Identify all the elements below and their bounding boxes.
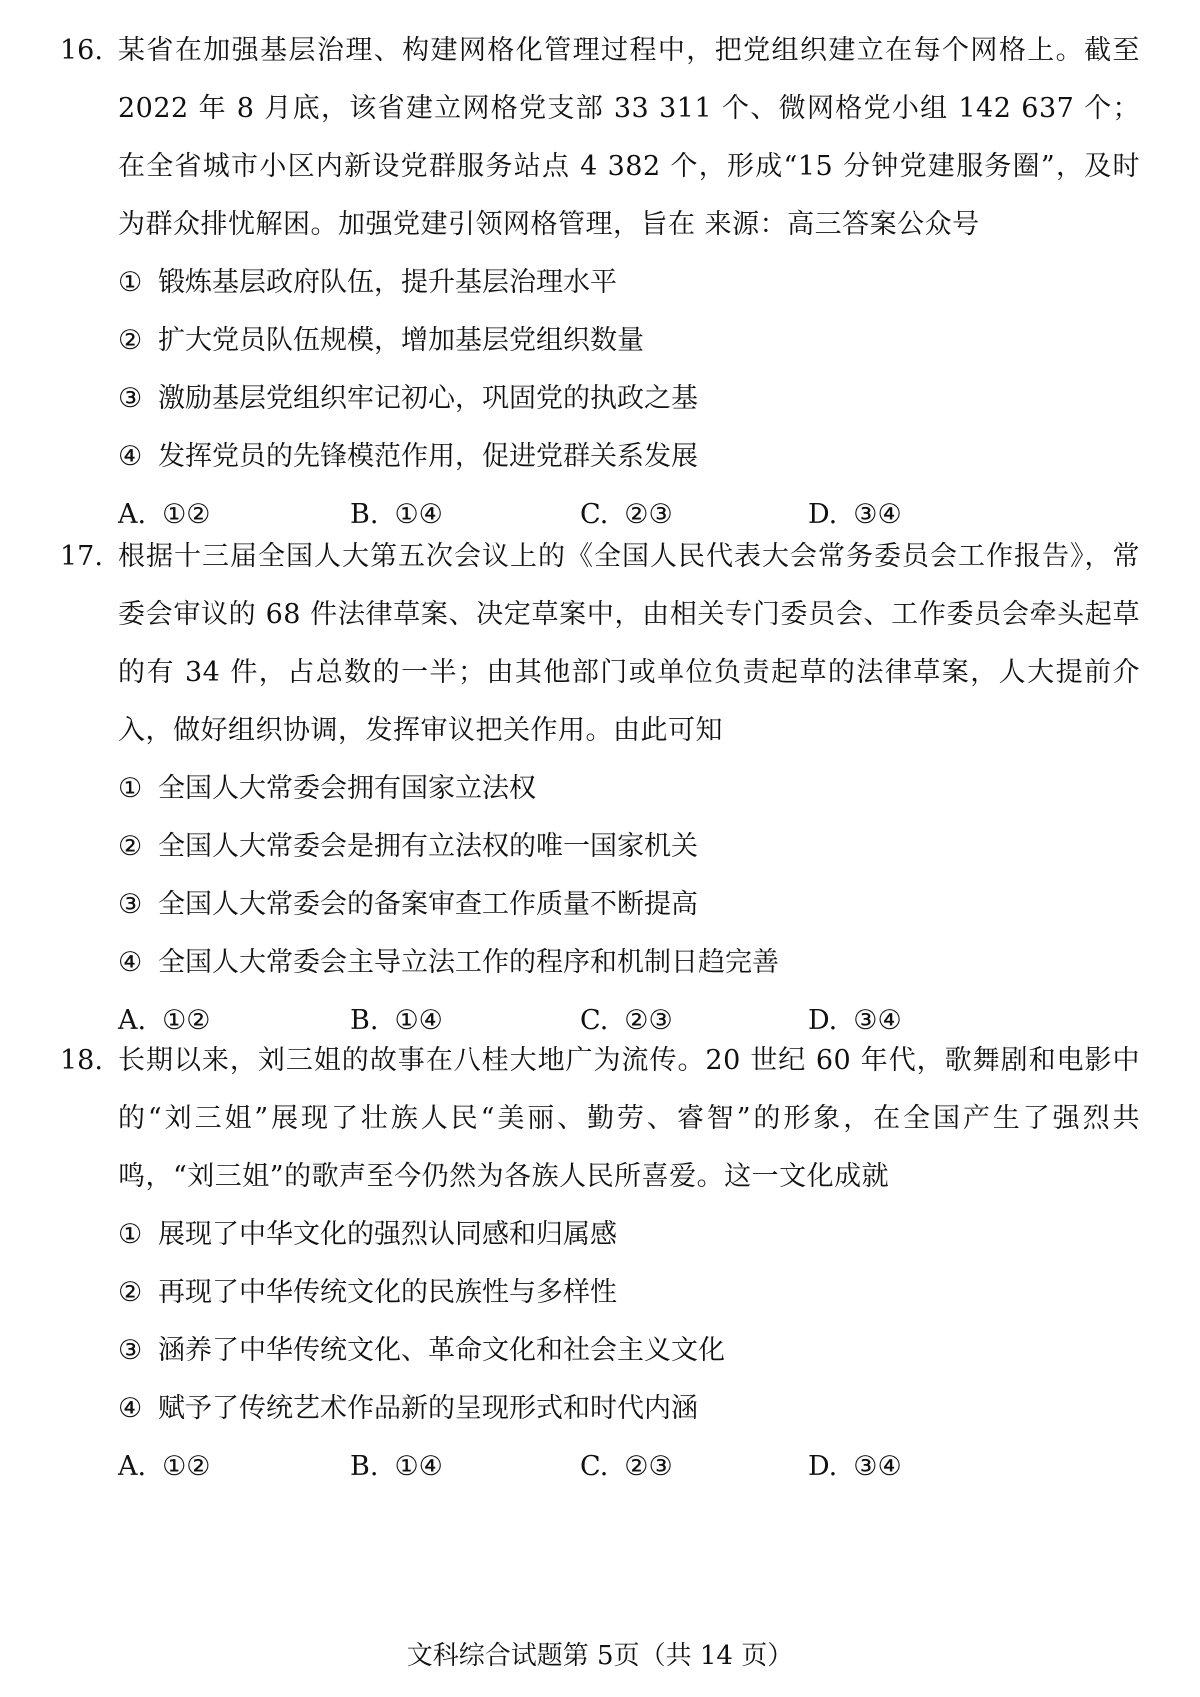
- answer-value: ①②: [162, 1005, 211, 1036]
- question-17: [60, 528, 1140, 1050]
- answer-label: D.: [808, 1451, 838, 1482]
- answer-value: ①④: [394, 1005, 443, 1036]
- option-mark: ④: [118, 441, 143, 472]
- answer-value: ①②: [162, 1451, 211, 1482]
- option-1: [118, 1206, 1140, 1264]
- option-text: 锻炼基层政府队伍，提升基层治理水平: [158, 267, 617, 298]
- option-text: 激励基层党组织牢记初心，巩固党的执政之基: [158, 383, 698, 414]
- answer-b: [350, 1438, 443, 1496]
- answer-value: ①④: [394, 1451, 443, 1482]
- option-mark: ②: [118, 325, 143, 356]
- answer-value: ③④: [853, 1451, 902, 1482]
- page-footer: 文科综合试题第 5页（共 14 页）: [406, 1641, 794, 1671]
- answer-choices: [118, 1438, 1140, 1496]
- answer-label: B.: [350, 1451, 379, 1482]
- option-text: 全国人大常委会主导立法工作的程序和机制日趋完善: [158, 947, 779, 978]
- answer-value: ②③: [624, 1451, 673, 1482]
- answer-label: C.: [580, 1451, 609, 1482]
- option-text: 发挥党员的先锋模范作用，促进党群关系发展: [158, 441, 698, 472]
- option-list: [118, 1206, 1140, 1438]
- option-text: 展现了中华文化的强烈认同感和归属感: [158, 1219, 617, 1250]
- option-mark: ②: [118, 831, 143, 862]
- option-mark: ②: [118, 1277, 143, 1308]
- answer-d: [808, 1438, 902, 1496]
- question-number: 18.: [60, 1045, 103, 1076]
- option-2: [118, 818, 1140, 876]
- option-mark: ①: [118, 1219, 143, 1250]
- question-16: [60, 22, 1140, 544]
- answer-label: D.: [808, 499, 838, 530]
- option-3: [118, 1322, 1140, 1380]
- answer-label: D.: [808, 1005, 838, 1036]
- option-text: 全国人大常委会拥有国家立法权: [158, 773, 536, 804]
- option-text: 全国人大常委会的备案审查工作质量不断提高: [158, 889, 698, 920]
- option-text: 再现了中华传统文化的民族性与多样性: [158, 1277, 617, 1308]
- answer-label: A.: [118, 499, 147, 530]
- answer-value: ①④: [394, 499, 443, 530]
- option-mark: ③: [118, 889, 143, 920]
- option-3: [118, 370, 1140, 428]
- option-mark: ④: [118, 1393, 143, 1424]
- question-number: 17.: [60, 541, 103, 572]
- option-mark: ①: [118, 267, 143, 298]
- answer-value: ③④: [853, 499, 902, 530]
- option-mark: ①: [118, 773, 143, 804]
- answer-c: [580, 1438, 673, 1496]
- option-1: [118, 760, 1140, 818]
- answer-a: [118, 1438, 211, 1496]
- answer-label: A.: [118, 1005, 147, 1036]
- question-stem: 长期以来，刘三姐的故事在八桂大地广为流传。20 世纪 60 年代，歌舞剧和电影中的“刘三姐”展现了壮族人民“美丽、勤劳、睿智”的形象，在全国产生了强烈共鸣，“刘三姐”的歌声至今仍然为各族人民所喜爱。这一文化成就: [118, 1045, 1140, 1192]
- question-number: 16.: [60, 35, 103, 66]
- answer-value: ①②: [162, 499, 211, 530]
- option-text: 全国人大常委会是拥有立法权的唯一国家机关: [158, 831, 698, 862]
- option-4: [118, 428, 1140, 486]
- answer-value: ②③: [624, 1005, 673, 1036]
- option-3: [118, 876, 1140, 934]
- answer-label: C.: [580, 1005, 609, 1036]
- option-text: 涵养了中华传统文化、革命文化和社会主义文化: [158, 1335, 725, 1366]
- option-2: [118, 1264, 1140, 1322]
- option-text: 扩大党员队伍规模，增加基层党组织数量: [158, 325, 644, 356]
- option-list: [118, 760, 1140, 992]
- answer-label: C.: [580, 499, 609, 530]
- answer-label: A.: [118, 1451, 147, 1482]
- option-4: [118, 934, 1140, 992]
- answer-label: B.: [350, 1005, 379, 1036]
- option-mark: ③: [118, 1335, 143, 1366]
- option-list: [118, 254, 1140, 486]
- question-stem: 根据十三届全国人大第五次会议上的《全国人民代表大会常务委员会工作报告》，常委会审议的 68 件法律草案、决定草案中，由相关专门委员会、工作委员会牵头起草的有 34 件，占总数的一半；由其他部门或单位负责起草的法律草案，人大提前介入，做好组织协调，发挥审议把关作用。由此可知: [118, 541, 1140, 746]
- question-stem: 某省在加强基层治理、构建网格化管理过程中，把党组织建立在每个网格上。截至2022 年 8 月底，该省建立网格党支部 33 311 个、微网格党小组 142 637 个；在全省城市小区内新设党群服务站点 4 382 个，形成“15 分钟党建服务圈”，及时为群众排忧解困。加强党建引领网格管理，旨在 来源：高三答案公众号: [118, 35, 1140, 240]
- option-mark: ④: [118, 947, 143, 978]
- option-2: [118, 312, 1140, 370]
- answer-value: ③④: [853, 1005, 902, 1036]
- answer-value: ②③: [624, 499, 673, 530]
- question-18: [60, 1032, 1140, 1496]
- option-text: 赋予了传统艺术作品新的呈现形式和时代内涵: [158, 1393, 698, 1424]
- option-mark: ③: [118, 383, 143, 414]
- option-4: [118, 1380, 1140, 1438]
- option-1: [118, 254, 1140, 312]
- answer-label: B.: [350, 499, 379, 530]
